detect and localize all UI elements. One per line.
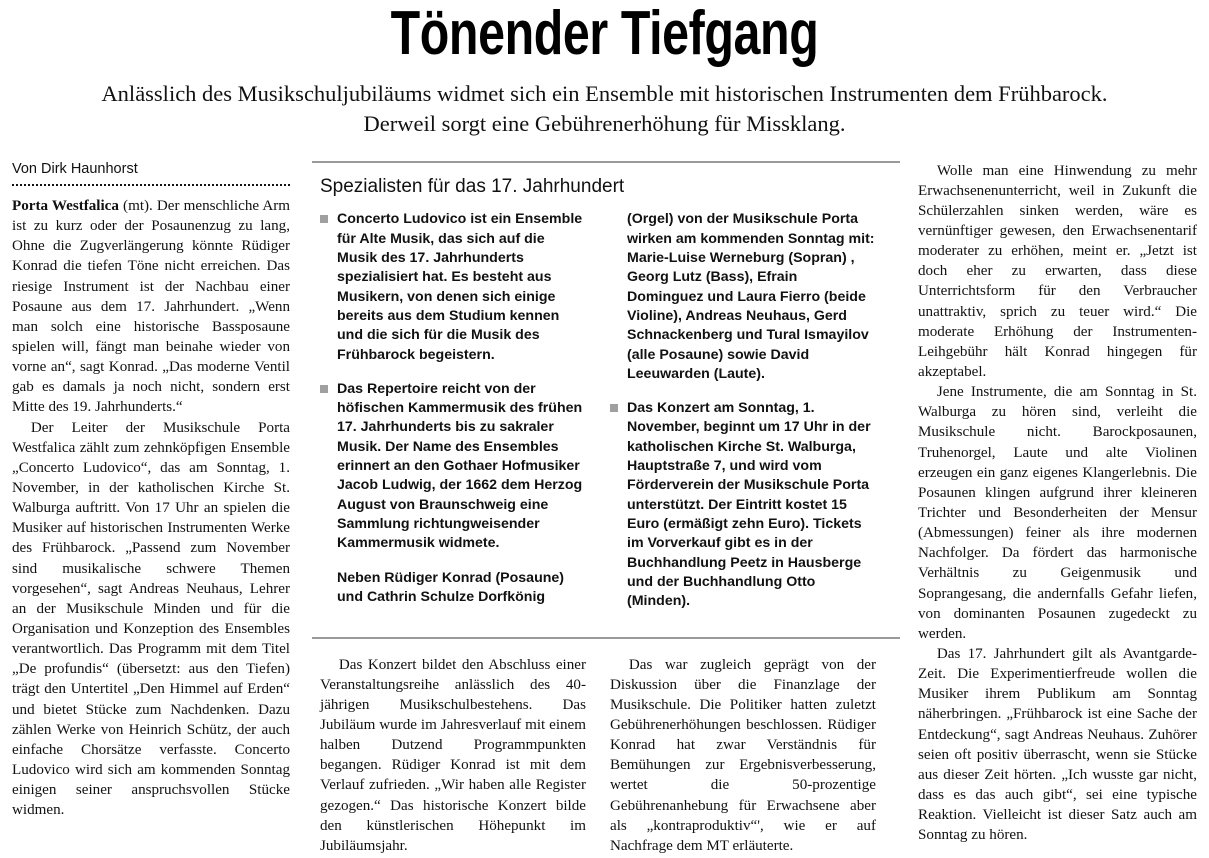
lower-column-right (610, 655, 900, 856)
byline: Von Dirk Haunhorst (12, 160, 138, 177)
lower-column-left (320, 655, 610, 856)
body-paragraph (12, 196, 290, 418)
infobox-item-text: (Orgel) von der Musikschule Porta wirken am kommenden Sonntag mit: Marie-Luise Werneburg (Sopran) , Georg Lutz (Bass), Efrain Dominguez und Laura Fierro (beide Violine), Andreas Neuhaus, Gerd Schnackenberg und Tural Ismayilov (alle Posaune) sowie David Leeuwarden (Laute). (627, 211, 875, 382)
infobox-column-right (610, 210, 900, 626)
infobox-bullet-item (320, 380, 586, 554)
body-paragraph: Das 17. Jahrhundert gilt als Avantgarde-Zeit. Die Experimentierfreude wollen die Musiker ihrem Publikum am Sonntag näherbringen. „Frühbarock ist eine Sache der Entdeckung“, sagt Andreas Neuhaus. Zuhörer seien oft positiv überrascht, wenn sie Stücke aus dieser Zeit hörten. „Ich wusste gar nicht, dass es das auch gibt“, sei eine typische Reaktion. Vielleicht ist dieser Satz auch am Sonntag zu hören. (918, 645, 1197, 844)
infobox-columns (312, 210, 900, 626)
lower-columns (312, 655, 900, 856)
paragraph-text: (mt). Der menschliche Arm ist zu kurz oder der Posaunenzug zu lang, Ohne die Zugverlängerung könnte Rüdiger Konrad die tiefen Töne nicht erreichen. Das riesige Instrument ist der Nachbau einer Posaune aus dem 17. Jahrhundert. „Wenn man solch eine historische Bassposaune spielen will, fängt man beinahe wieder von vorne an“, sagt Konrad. „Das moderne Ventil gab es damals ja noch nicht, sondern erst Mitte des 19. Jahrhunderts.“ (12, 198, 291, 416)
column-middle (312, 161, 900, 856)
infobox-item-text: Das Repertoire reicht von der höfischen Kammermusik des frühen 17. Jahrhunderts bis zu sakraler Musik. Der Name des Ensembles erinnert an den Gothaer Hofmusiker Jacob Ludwig, der 1662 dem Herzog August von Braunschweig eine Sammlung richtungweisender Kammermusik widmete. (337, 380, 583, 552)
page-title: Tönender Tiefgang (390, 0, 819, 68)
column-four (900, 161, 1197, 846)
body-paragraph: Das Konzert bildet den Abschluss einer Veranstaltungsreihe anlässlich des 40-jährigen Musikschulbestehens. Das Jubiläum wurde im Jahresverlauf mit einem halben Dutzend Programmpunkten begangen. Rüdiger Konrad ist mit dem Verlauf zufrieden. „Wir haben alle Register gezogen.“ Das historische Konzert bilde den künstlerischen Höhepunkt im Jubiläumsjahr. (320, 656, 586, 854)
infobox-title: Spezialisten für das 17. Jahrhundert (320, 175, 625, 197)
infobox-bullet-item (320, 210, 586, 365)
standfirst: Anlässlich des Musikschuljubiläums widmet sich ein Ensemble mit historischen Instrumenten dem Frühbarock. Derweil sorgt eine Gebührenerhöhung für Missklang. (101, 81, 1108, 136)
infobox-bullet-item (610, 399, 876, 611)
infobox-item-text: Concerto Ludovico ist ein Ensemble für Alte Musik, das sich auf die Musik des 17. Jahrhunderts spezialisiert hat. Es besteht aus Musikern, von denen sich einige bereits aus dem Studium kennen und die sich für die Musik des Frühbarock begeistern. (337, 211, 583, 363)
column-one (12, 161, 312, 821)
infobox-continuation-left (320, 569, 586, 608)
infobox-continuation-right (610, 210, 876, 384)
dateline-lead: Porta Westfalica (12, 198, 119, 214)
byline-divider (12, 184, 290, 186)
body-paragraph: Das war zugleich geprägt von der Diskussion über die Finanzlage der Musikschule. Die Politiker hatten zuletzt Gebührenerhöhungen beschlossen. Rüdiger Konrad hat zwar Verständnis für Bemühungen zur Ergebnisverbesserung, wertet die 50-prozentige Gebührenanhebung für Erwachsene aber als „kontraproduktiv“', wie er auf Nachfrage dem MT erläuterte. (610, 656, 876, 854)
newspaper-page (0, 2, 1209, 858)
infobox-column-left (320, 210, 610, 626)
infobox-item-text: Neben Rüdiger Konrad (Posaune) und Cathrin Schulze Dorfkönig (337, 569, 565, 605)
infobox (312, 161, 900, 639)
body-paragraph: Der Leiter der Musikschule Porta Westfalica zählt zum zehnköpfigen Ensemble „Concerto Ludovico“, das am Sonntag, 1. November, in der katholischen Kirche St. Walburga auftritt. Von 17 Uhr an spielen die Musiker auf historischen Instrumenten Werke des Frühbarock. „Passend zum November sind musikalische schwere Themen vorgesehen“, sagt Andreas Neuhaus, Lehrer an der Musikschule Minden und für die Organisation und Konzeption des Ensembles verantwortlich. Das Programm mit dem Titel „De profundis“ (übersetzt: aus den Tiefen) trägt den Untertitel „Den Himmel auf Erden“ und bietet Stücke zum Nachdenken. Dazu zählen Werke von Heinrich Schütz, der auch einfache Chorsätze verfasste. Concerto Ludovico wird sich am kommenden Sonntag einigen seiner anspruchsvollen Stücke widmen. (12, 419, 290, 819)
body-paragraph: Jene Instrumente, die am Sonntag in St. Walburga zu hören sind, verleiht die Musikschule nicht. Barockposaunen, Truhenorgel, Laute und alte Violinen erzeugen ein ganz eigenes Klangerlebnis. Die Posaunen klingen aufgrund ihrer kleineren Trichter und Besonderheiten der Mensur (Abmessungen) feiner als ihre modernen Nachfolger. Da fördert das harmonische Verhältnis zu Geigenmusik und Soprangesang, die andernfalls Gefahr liefen, von dominanten Posaunen zugedeckt zu werden. (918, 384, 1197, 642)
body-paragraph: Wolle man eine Hinwendung zu mehr Erwachsenenunterricht, weil in Zukunft die Schülerzahlen sinken werden, wäre es vernünftiger gewesen, den Erwachsenentarif moderater zu erhöhen, meint er. „Jetzt ist doch eher zu erwarten, dass diese Unterrichtsform für den Verbraucher unattraktiv, sprich zu teuer wird.“ Die moderate Erhöhung der Instrumenten-Leihgebühr hält Konrad hingegen für akzeptabel. (918, 162, 1197, 381)
column-grid (12, 161, 1197, 856)
infobox-item-text: Das Konzert am Sonntag, 1. November, beginnt um 17 Uhr in der katholischen Kirche St. Walburga, Hauptstraße 7, und wird vom Förderverein der Musikschule Porta unterstützt. Der Eintritt kostet 15 Euro (ermäßigt zehn Euro). Tickets im Vorverkauf gibt es in der Buchhandlung Peetz in Hausberge und der Buchhandlung Otto (Minden). (627, 400, 871, 610)
